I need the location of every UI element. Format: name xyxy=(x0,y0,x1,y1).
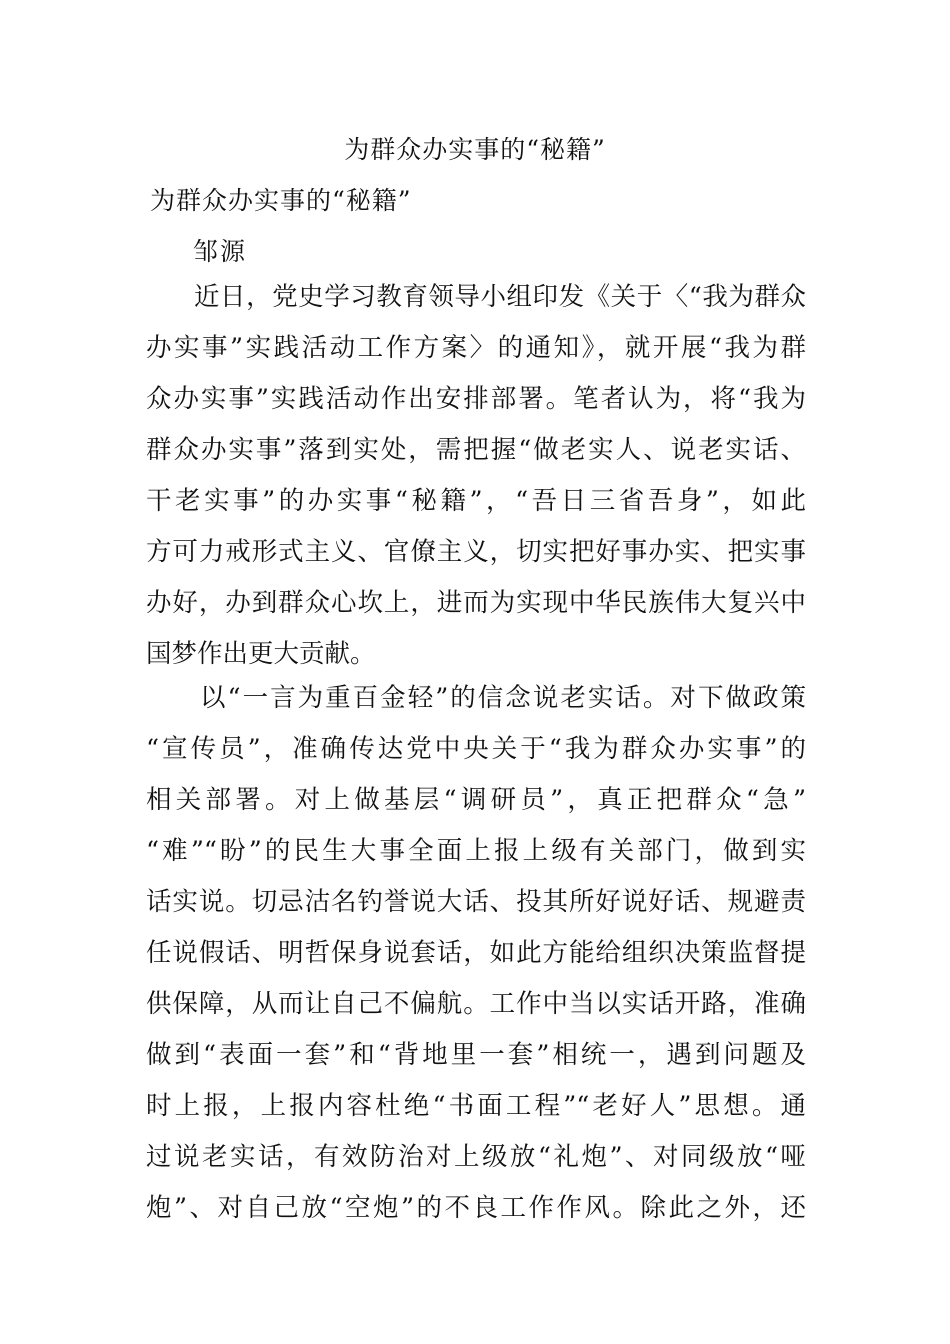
paragraph-line: 做到“表面一套”和“背地里一套”相统一，遇到问题及 xyxy=(146,1040,806,1070)
paragraph-line: 群众办实事”落到实处，需把握“做老实人、说老实话、 xyxy=(146,435,806,465)
paragraph-line: 供保障，从而让自己不偏航。工作中当以实话开路，准确 xyxy=(146,989,806,1019)
paragraph-2 xyxy=(146,673,806,1234)
paragraph-line: 炮”、对自己放“空炮”的不良工作作风。除此之外，还 xyxy=(146,1193,806,1223)
paragraph-line: “宣传员”，准确传达党中央关于“我为群众办实事”的 xyxy=(146,734,806,764)
paragraph-line: 过说老实话，有效防治对上级放“礼炮”、对同级放“哑 xyxy=(146,1142,806,1172)
document-subtitle: 为群众办实事的“秘籍” xyxy=(150,186,412,215)
paragraph-line: 相关部署。对上做基层“调研员”，真正把群众“急” xyxy=(146,785,806,815)
paragraph-line: 时上报，上报内容杜绝“书面工程”“老好人”思想。通 xyxy=(146,1091,806,1121)
paragraph-line: 办实事”实践活动工作方案〉的通知》，就开展“我为群 xyxy=(146,333,806,363)
author-name: 邹源 xyxy=(193,237,248,266)
paragraph-line: 国梦作出更大贡献。 xyxy=(146,639,376,669)
paragraph-line: 任说假话、明哲保身说套话，如此方能给组织决策监督提 xyxy=(146,938,806,968)
paragraph-line: 方可力戒形式主义、官僚主义，切实把好事办实、把实事 xyxy=(146,537,806,567)
paragraph-1 xyxy=(146,272,806,680)
paragraph-line: 以“一言为重百金轻”的信念说老实话。对下做政策 xyxy=(200,683,806,713)
paragraph-line: 近日，党史学习教育领导小组印发《关于〈“我为群众 xyxy=(194,282,806,312)
document-title: 为群众办实事的“秘籍” xyxy=(344,135,606,164)
paragraph-line: 干老实事”的办实事“秘籍”，“吾日三省吾身”，如此 xyxy=(146,486,806,516)
paragraph-line: 众办实事”实践活动作出安排部署。笔者认为，将“我为 xyxy=(146,384,806,414)
paragraph-line: “难”“盼”的民生大事全面上报上级有关部门，做到实 xyxy=(146,836,806,866)
paragraph-line: 办好，办到群众心坎上，进而为实现中华民族伟大复兴中 xyxy=(146,588,806,618)
paragraph-line: 话实说。切忌沽名钓誉说大话、投其所好说好话、规避责 xyxy=(146,887,806,917)
